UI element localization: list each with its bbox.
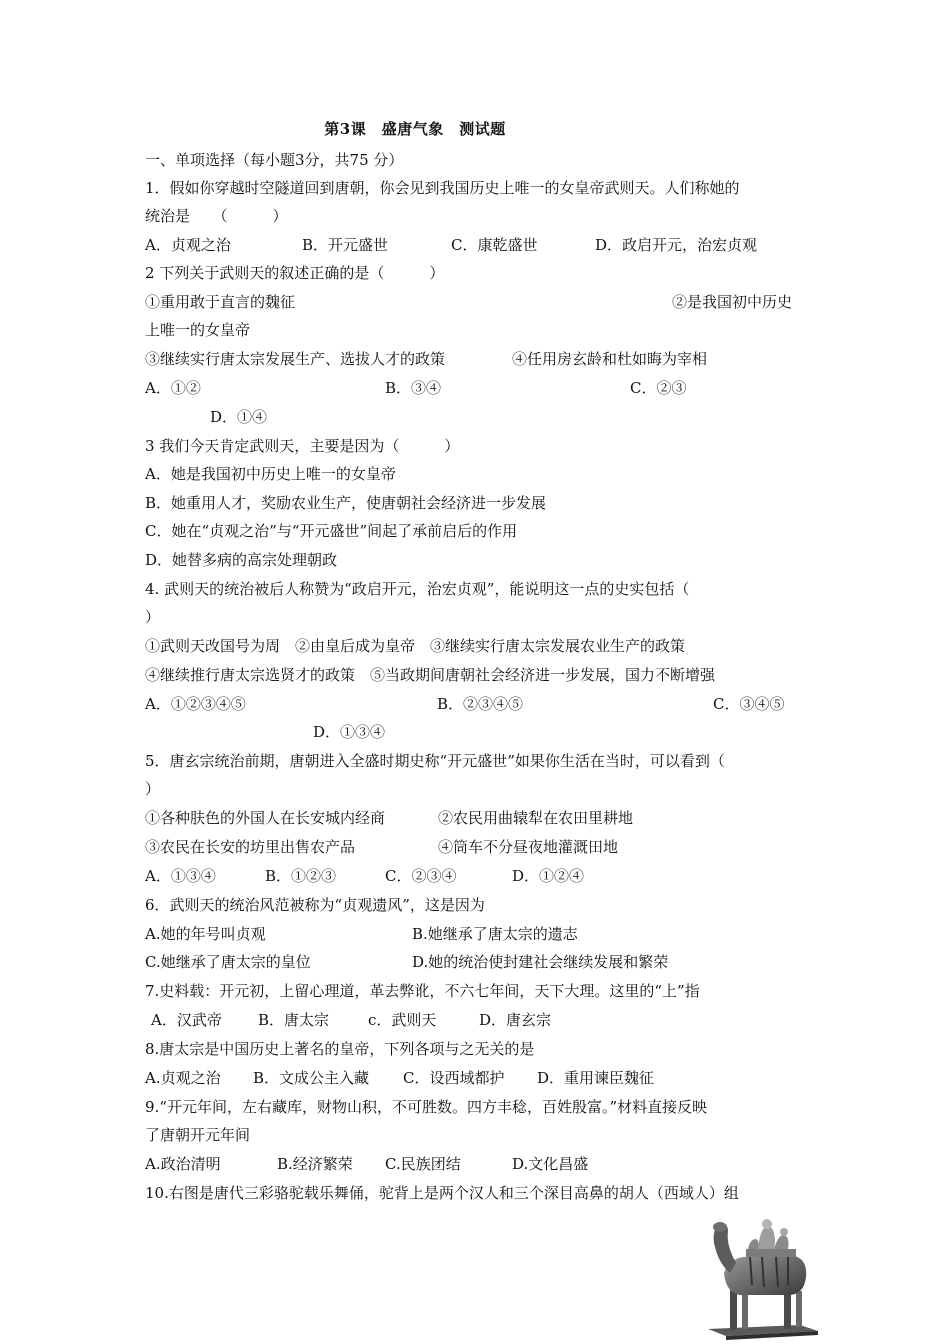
q7-option-a: A．汉武帝 [151, 1011, 222, 1029]
q4-options-row1 [145, 694, 810, 714]
q7-options [145, 1010, 810, 1030]
q4-stem-line1: 4. 武则天的统治被后人称赞为“政启开元，治宏贞观”，能说明这一点的史实包括（ [145, 580, 690, 598]
q2-statement-2-cont: 上唯一的女皇帝 [145, 321, 251, 339]
q4-option-a: A．①②③④⑤ [145, 695, 246, 713]
q3-option-a: A．她是我国初中历史上唯一的女皇帝 [145, 465, 396, 483]
q9-stem-line2: 了唐朝开元年间 [145, 1126, 251, 1144]
q5-option-a: A．①③④ [145, 867, 216, 885]
q4-statements-2: ④继续推行唐太宗选贤才的政策 ⑤当政期间唐朝社会经济进一步发展，国力不断增强 [145, 666, 716, 684]
q2-statement-3: ③继续实行唐太宗发展生产、选拔人才的政策 [145, 350, 446, 368]
q1-stem-line1: 1．假如你穿越时空隧道回到唐朝，你会见到我国历史上唯一的女皇帝武则天。人们称她的 [145, 179, 740, 197]
q5-statement-4: ④筒车不分昼夜地灌溉田地 [438, 838, 619, 856]
q2-stem: 2 下列关于武则天的叙述正确的是（ ） [145, 264, 445, 282]
q9-option-b: B.经济繁荣 [277, 1155, 353, 1173]
q6-stem: 6．武则天的统治风范被称为“贞观遗风”，这是因为 [145, 896, 485, 914]
q9-options [145, 1154, 810, 1174]
q4-stem-line2: ） [145, 608, 161, 626]
q8-option-a: A.贞观之治 [145, 1069, 221, 1087]
q5-options [145, 866, 810, 886]
page-title: 第3课 盛唐气象 测试题 [324, 120, 506, 138]
q5-statements-row2 [145, 837, 810, 857]
q4-statements-1: ①武则天改国号为周 ②由皇后成为皇帝 ③继续实行唐太宗发展农业生产的政策 [145, 637, 686, 655]
q10-stem: 10.右图是唐代三彩骆驼载乐舞俑，驼背上是两个汉人和三个深目高鼻的胡人（西域人）组 [145, 1184, 739, 1202]
q2-option-d: D．①④ [210, 408, 268, 426]
q5-option-d: D．①②④ [512, 867, 585, 885]
q1-stem-line2: 统治是 （ ） [145, 207, 288, 225]
q6-option-a: A.她的年号叫贞观 [145, 925, 266, 943]
q5-option-b: B．①②③ [265, 867, 337, 885]
q2-option-b: B．③④ [385, 379, 442, 397]
q9-option-d: D.文化昌盛 [512, 1155, 589, 1173]
q6-options-row2 [145, 952, 810, 972]
q4-option-c: C．③④⑤ [713, 695, 785, 713]
q8-stem: 8.唐太宗是中国历史上著名的皇帝，下列各项与之无关的是 [145, 1040, 535, 1058]
q8-option-c: C．设西域都护 [403, 1069, 505, 1087]
q3-option-b: B．她重用人才，奖励农业生产，使唐朝社会经济进一步发展 [145, 494, 547, 512]
q8-option-d: D．重用谏臣魏征 [537, 1069, 655, 1087]
q9-option-c: C.民族团结 [385, 1155, 461, 1173]
q2-option-c: C．②③ [630, 379, 687, 397]
q3-option-c: C．她在“贞观之治”与“开元盛世”间起了承前启后的作用 [145, 522, 518, 540]
q2-option-a: A．①② [145, 379, 201, 397]
section-heading: 一、单项选择（每小题3分，共75 分） [145, 151, 404, 169]
q5-statement-3: ③农民在长安的坊里出售农产品 [145, 838, 356, 856]
q1-option-b: B．开元盛世 [302, 236, 389, 254]
q2-statement-2: ②是我国初中历史 [672, 293, 793, 311]
q7-option-c: c．武则天 [368, 1011, 437, 1029]
q5-stem-line1: 5．唐玄宗统治前期，唐朝进入全盛时期史称“开元盛世”如果你生活在当时，可以看到（ [145, 752, 725, 770]
q6-options-row1 [145, 924, 810, 944]
q1-option-a: A．贞观之治 [145, 236, 231, 254]
q1-options [145, 235, 845, 255]
q7-option-d: D．唐玄宗 [479, 1011, 552, 1029]
q6-option-d: D.她的统治使封建社会继续发展和繁荣 [412, 953, 669, 971]
q9-option-a: A.政治清明 [145, 1155, 221, 1173]
q3-stem: 3 我们今天肯定武则天，主要是因为（ ） [145, 437, 460, 455]
q3-option-d: D．她替多病的高宗处理朝政 [145, 551, 338, 569]
camel-figurine-icon [700, 1215, 825, 1340]
q2-statement-1: ①重用敢于直言的魏征 [145, 293, 296, 311]
q4-option-b: B．②③④⑤ [437, 695, 524, 713]
q5-option-c: C．②③④ [385, 867, 457, 885]
q7-stem: 7.史料载：开元初，上留心理道，革去弊讹，不六七年间，天下大理。这里的“上”指 [145, 982, 700, 1000]
q5-statement-2: ②农民用曲辕犁在农田里耕地 [438, 809, 634, 827]
q7-option-b: B．唐太宗 [258, 1011, 330, 1029]
q5-statements-row1 [145, 808, 810, 828]
q4-option-d: D．①③④ [313, 723, 386, 741]
q5-stem-line2: ） [145, 780, 161, 798]
q2-statements-row1 [145, 292, 810, 312]
q9-stem-line1: 9.“开元年间，左右藏库，财物山积，不可胜数。四方丰稔，百姓殷富。”材料直接反映 [145, 1098, 708, 1116]
q2-statement-4: ④任用房玄龄和杜如晦为宰相 [512, 350, 708, 368]
q1-option-d: D．政启开元，治宏贞观 [595, 236, 758, 254]
q6-option-c: C.她继承了唐太宗的皇位 [145, 953, 311, 971]
q5-statement-1: ①各种肤色的外国人在长安城内经商 [145, 809, 386, 827]
q1-option-c: C．康乾盛世 [451, 236, 538, 254]
q8-options [145, 1068, 810, 1088]
q6-option-b: B.她继承了唐太宗的遗志 [412, 925, 578, 943]
q2-statements-row2 [145, 349, 810, 369]
q2-options-row1 [145, 378, 810, 398]
q8-option-b: B．文成公主入藏 [253, 1069, 370, 1087]
